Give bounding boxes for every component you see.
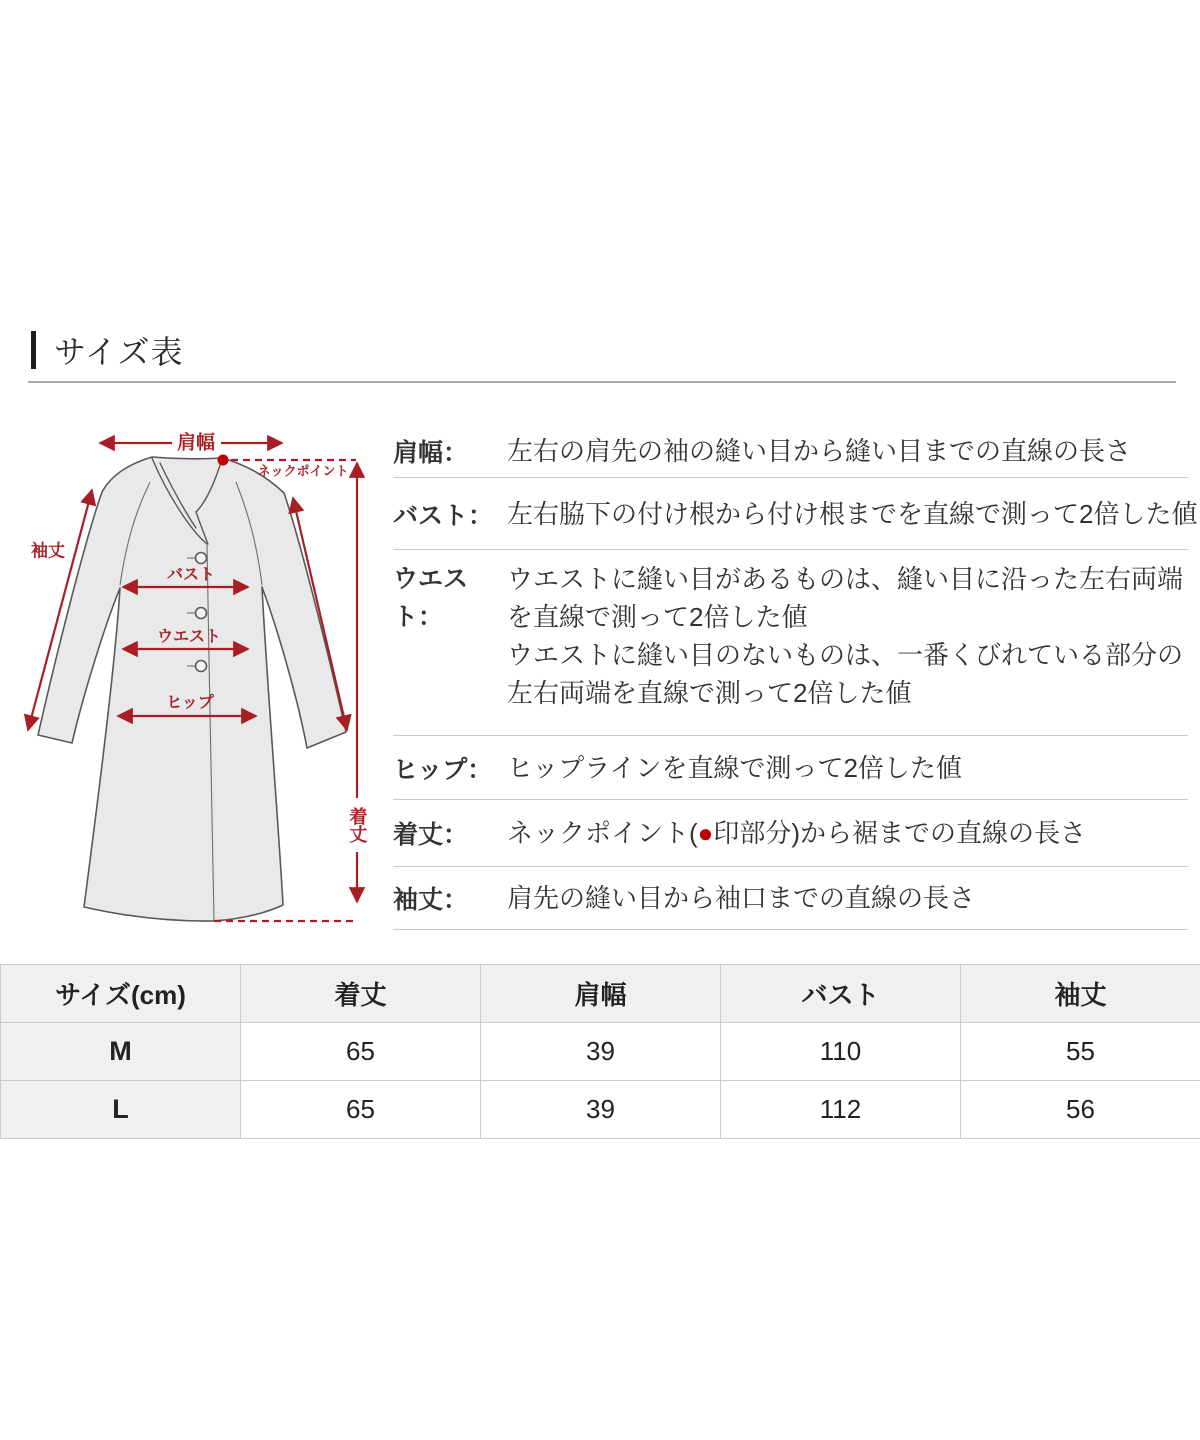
definition-desc: 左右脇下の付け根から付け根までを直線で測って2倍した値: [507, 498, 1198, 529]
neck-point-inline-dot: ●: [697, 818, 714, 848]
size-value: 110: [721, 1023, 961, 1081]
definition-desc: 左右の肩先の袖の縫い目から縫い目までの直線の長さ: [507, 436, 1132, 466]
neck-point-dot: [218, 455, 229, 466]
definition-term: バスト：: [393, 501, 494, 530]
definition-term: ヒップ：: [393, 755, 493, 784]
size-table-header: サイズ(cm): [1, 965, 241, 1023]
definition-desc: ネックポイント(●印部分)から裾までの直線の長さ: [507, 818, 1087, 848]
size-table-header: 肩幅: [481, 965, 721, 1023]
sleeve-length-label: 袖丈: [31, 541, 65, 561]
definition-row-length: [393, 800, 1188, 867]
size-table-header: 着丈: [241, 965, 481, 1023]
size-value: 65: [241, 1023, 481, 1081]
size-label: M: [1, 1023, 241, 1081]
size-label: L: [1, 1081, 241, 1139]
size-value: 39: [481, 1081, 721, 1139]
size-table-header: バスト: [721, 965, 961, 1023]
size-table-header: 袖丈: [961, 965, 1200, 1023]
garment-length-label: 着丈: [344, 798, 370, 852]
definition-term: ウエスト：: [393, 565, 469, 631]
page-title: サイズ表: [54, 334, 184, 370]
title-accent-bar: [31, 331, 36, 369]
definition-desc: ウエストに縫い目があるものは、縫い目に沿った左右両端 を直線で測って2倍した値 ウエストに縫い目のないものは、一番くびれている部分の 左右両端を直線で測って2倍した値: [507, 564, 1184, 708]
shoulder-width-label: 肩幅: [176, 432, 216, 454]
definition-row-bust: [393, 478, 1198, 550]
neck-point-label: ネックポイント: [257, 463, 349, 479]
size-table: [0, 964, 1200, 1139]
section-title-block: [31, 327, 183, 373]
bust-label: バスト: [166, 566, 216, 584]
waist-label: ウエスト: [156, 628, 222, 646]
definition-row-sleeve: [393, 867, 1188, 930]
size-value: 39: [481, 1023, 721, 1081]
size-table-header-row: [1, 965, 1200, 1023]
size-value: 55: [961, 1023, 1200, 1081]
definition-desc: ヒップラインを直線で測って2倍した値: [507, 752, 962, 783]
definition-row-shoulder: [393, 425, 1188, 478]
size-table-row-l: [1, 1081, 1200, 1139]
size-table-row-m: [1, 1023, 1200, 1081]
definition-row-waist: [393, 550, 1188, 736]
hip-label: ヒップ: [166, 694, 214, 712]
definition-term: 着丈：: [393, 821, 469, 849]
garment-measurement-diagram: [0, 430, 390, 930]
size-value: 56: [961, 1081, 1200, 1139]
size-value: 112: [721, 1081, 961, 1139]
title-underline: [28, 381, 1176, 383]
size-value: 65: [241, 1081, 481, 1139]
definition-row-hip: [393, 736, 1188, 800]
definition-term: 肩幅：: [393, 439, 469, 467]
measurement-definitions: [393, 425, 1198, 930]
definition-term: 袖丈：: [393, 886, 469, 914]
definition-desc: 肩先の縫い目から袖口までの直線の長さ: [507, 883, 976, 913]
